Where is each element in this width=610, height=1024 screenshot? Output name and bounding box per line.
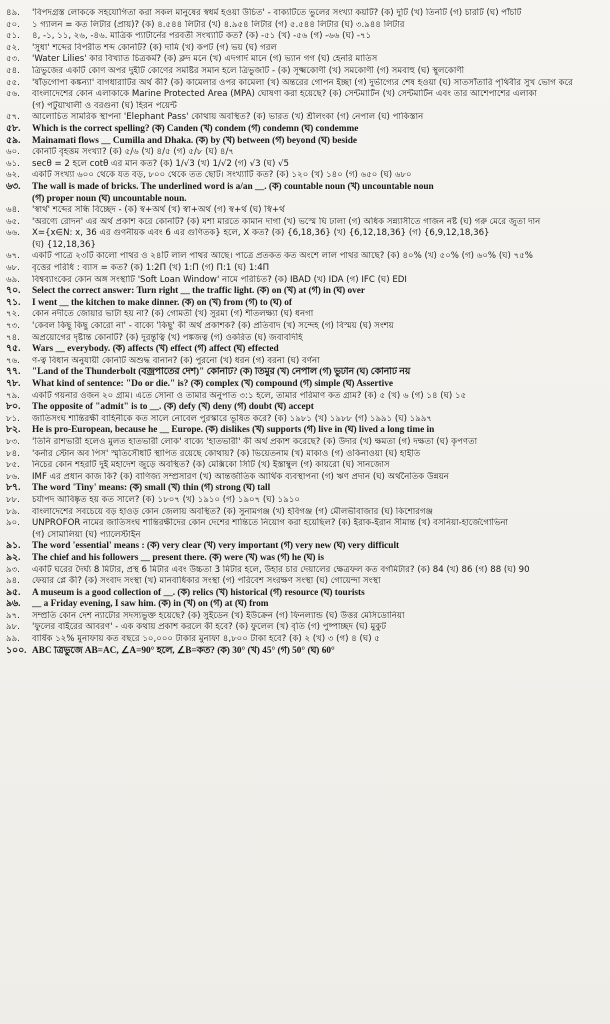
question-number: ৬২.	[6, 170, 20, 181]
question-number: ৮১.	[6, 413, 20, 424]
question-number: ৬৮.	[6, 263, 20, 274]
question-row	[6, 54, 604, 64]
question-text: 'অরণ্যে রোদন' এর অর্থ প্রকাশ করে কোনটি? (ক) মশা মারতে কামান দাগা (খ) ভস্মে ঘি ঢালা (গ) অধিক সন্ন্যাসীতে গাজন নষ্ট (ঘ) গরু মেরে জুতা দান	[32, 216, 541, 227]
question-number: ৬৬.	[6, 228, 20, 239]
question-row	[6, 646, 604, 656]
question-number: ৮০.	[6, 402, 21, 413]
question-number: ৫৪.	[6, 65, 20, 76]
question-text: 'Water Lilies' কার বিখ্যাত চিত্রকর্ম? (ক) ক্লদ মনে (খ) এদগার্দ মানে (গ) ভ্যান গগ (ঘ) হেনরি মাতিস	[32, 54, 378, 65]
question-number: ১০০.	[6, 645, 27, 656]
question-row	[6, 530, 604, 540]
question-text: ABC ত্রিভুজে AB=AC, ∠A=90° হলে, ∠B=কত? (ক) 30° (খ) 45° (গ) 50° (ঘ) 60°	[32, 645, 335, 656]
question-number: ৫০.	[6, 19, 20, 30]
question-number: ৪৯.	[6, 8, 20, 18]
question-row	[6, 263, 604, 273]
question-number: ৮৮.	[6, 494, 20, 505]
question-row	[6, 599, 604, 609]
question-number: ৫৩.	[6, 54, 20, 65]
question-text: কোন নদীতে জোয়ার ভাটা হয় না? (ক) গোমতী (খ) সুরমা (গ) শীতলক্ষ্যা (ঘ) ধনগা	[32, 309, 314, 320]
question-number: ৯৪.	[6, 576, 20, 587]
question-number: ৯৫.	[6, 587, 21, 598]
question-number: ৬০.	[6, 147, 20, 158]
question-number: ৭৪.	[6, 332, 20, 343]
question-text: He is pro-European, because he __ Europe. (ক) dislikes (খ) supports (গ) live in (ঘ) lived a long time in	[32, 425, 435, 436]
question-text: 'বিপদগ্রস্ত লোককে সহযোগিতা করা সকল মানুষের স্বধর্ম হওয়া উচিত' - বাক্যটিতে ভুলের সংখ্যা কয়টি? (ক) দুটি (খ) তিনটি (গ) চারটি (ঘ) পাঁচটি	[32, 8, 522, 18]
question-row	[6, 495, 604, 505]
question-number: ৭৮.	[6, 379, 21, 389]
question-text: Wars __ everybody. (ক) affects (খ) effect (গ) affect (ঘ) effected	[32, 344, 279, 355]
question-number: ৯৮.	[6, 622, 20, 633]
question-number: ৫৭.	[6, 112, 20, 123]
question-row	[6, 66, 604, 76]
question-row	[6, 217, 604, 227]
question-text: (গ) proper noun (ঘ) uncountable noun.	[32, 193, 187, 204]
question-text: নিচের কোন শহরটি দুই মহাদেশ জুড়ে অবস্থিত? (ক) মেক্সিকো সিটি (খ) ইস্তাম্বুল (গ) কায়রো (ঘ) সানজোস	[32, 460, 390, 471]
question-text: একটি ঘরের দৈর্ঘ্য 8 মিটার, প্রস্থ 6 মিটার এবং উচ্চতা 3 মিটার হলে, উহার চার দেয়ালের ক্ষেত্রফল কত বর্গমিটার? (ক) 84 (খ) 86 (গ) 88 (ঘ) 90	[32, 564, 530, 575]
question-text: ণ-ত্ব বিধান অনুযায়ী কোনটি অশুদ্ধ বানান? (ক) পুরনো (খ) ধরন (গ) বরনা (ঘ) বর্ণনা	[32, 355, 320, 366]
question-row	[6, 611, 604, 621]
question-row	[6, 460, 604, 470]
question-number: ৭১.	[6, 297, 21, 308]
question-text: জাতিসংঘ শান্তিরক্ষী বাহিনীকে কত সালে নোবেল পুরস্কারে ভূষিত করে? (ক) ১৯৮১ (খ) ১৯৮৮ (গ) ১৯৯১ (ঘ) ১৯৯৭	[32, 413, 432, 424]
question-row	[6, 565, 604, 575]
question-text: X={x∈N: x, 36 এর গুণনীয়ক এবং 6 এর গুণিতক} হলে, X কত? (ক) {6,18,36} (খ) {6,12,18,36} (গ) {6,9,12,18,36}	[32, 228, 490, 239]
question-text: 'ষাঁড়গোপা কঙ্কন্যা' বাগধারাটির অর্থ কী? (ক) কামেলার ওপর কামেলা (খ) অন্তরের গোপন ইচ্ছা (গ) দুর্ভাগ্যের শেষ হওয়া (ঘ) সাতসাঁতারি পৃথিবীর সুখ ভোগ করে	[32, 77, 573, 88]
question-number: ৬৪.	[6, 205, 20, 216]
question-text: secθ = 2 হলে cotθ এর মান কত? (ক) 1/√3 (খ) 1/√2 (গ) √3 (ঘ) √5	[32, 158, 289, 169]
question-number: ৭২.	[6, 309, 20, 320]
question-text: একটি সংখ্যা ৬০০ থেকে যত বড়, ৮০০ থেকে তত ছোট। সংখ্যাটি কত? (ক) ১২০ (খ) ১৪০ (গ) ৬৫০ (ঘ) ৬৮০	[32, 170, 412, 181]
question-text: IMF এর প্রধান কাজ কি? (ক) বাণিজ্য সম্প্রসারণ (খ) আন্তর্জাতিক আর্থিক ব্যবস্থাপনা (গ) ঋণ প্রদান (ঘ) অর্থনৈতিক উন্নয়ন	[32, 471, 449, 482]
question-text: UNPROFOR নামের জাতিসংঘ শান্তিরক্ষীদের কোন দেশের শান্তিতে নিয়োগ করা হয়েছিল? (ক) ইরাক-ইরান সীমান্ত (খ) বসনিয়া-হার্জেগোভিনা	[32, 518, 508, 529]
question-text: 'কর্নার স্টোন অব পিস' স্মৃতিসৌধটি স্থাপিত রয়েছে কোথায়? (ক) ভিয়েতনাম (খ) মাকাও (গ) ওকিনাওয়া (ঘ) হাইতি	[32, 448, 421, 459]
question-row	[6, 483, 604, 493]
question-number: ৯৯.	[6, 634, 20, 645]
question-row	[6, 240, 604, 250]
question-number: ৮৪.	[6, 448, 20, 459]
question-row	[6, 275, 604, 285]
question-text: 'স্বার্থ' শব্দের সন্ধি বিচ্ছেদ - (ক) স্ব+অর্থ (খ) স্বা+অর্থ (গ) স্ব+র্থ (ঘ) স্বি+র্থ	[32, 205, 285, 216]
question-row	[6, 136, 604, 146]
question-row	[6, 507, 604, 517]
question-text: একটি পাত্রে ২৩টি কালো পাথর ও ২৪টি লাল পাথর আছে। পাত্রে প্রতকত কত অংশে লাল পাথর আছে? (ক) ৪০% (খ) ৫০% (গ) ৬০% (ঘ) ৭৫%	[32, 251, 533, 262]
question-number: ৭৩.	[6, 321, 20, 332]
question-row	[6, 205, 604, 215]
question-text: Select the correct answer: Turn right __ the traffic light. (ক) on (খ) at (গ) in (ঘ) over	[32, 286, 366, 297]
question-row	[6, 414, 604, 424]
question-row	[6, 356, 604, 366]
question-text: What kind of sentence: "Do or die." is? (ক) complex (খ) compound (গ) simple (ঘ) Assertive	[32, 379, 393, 389]
question-number: ৭০.	[6, 286, 21, 297]
question-row	[6, 541, 604, 551]
question-text: The word 'essential' means : (ক) very clear (খ) very important (গ) very new (ঘ) very difficult	[32, 541, 400, 552]
question-row	[6, 286, 604, 296]
question-row	[6, 251, 604, 261]
question-row	[6, 89, 604, 99]
question-number: ৬১.	[6, 158, 20, 169]
question-row	[6, 622, 604, 632]
question-text: (ঘ) {12,18,36}	[32, 239, 96, 250]
question-text: The wall is made of bricks. The underlined word is a/an __. (ক) countable noun (খ) uncountable noun	[32, 181, 434, 192]
question-row	[6, 101, 604, 111]
question-text: একটি গয়নার ওজন ২০ গ্রাম। এতে সোনা ও তামার অনুপাত ৩:১ হলে, তামার পরিমাণ কত গ্রাম? (ক) ৫ (খ) ৬ (গ) ১৪ (ঘ) ১৫	[32, 390, 467, 401]
question-text: বৃত্তের পরিধি : ব্যাস = কত? (ক) 1:2Π (খ) 1:Π (গ) Π:1 (ঘ) 1:4Π	[32, 263, 270, 274]
question-row	[6, 344, 604, 354]
question-number: ৯৬.	[6, 599, 21, 610]
question-row	[6, 298, 604, 308]
question-number: ৭৬.	[6, 355, 20, 366]
question-number: ৯১.	[6, 541, 21, 552]
question-row	[6, 182, 604, 192]
question-row	[6, 20, 604, 30]
question-text: (গ) পটুয়াখালী ও বরগুনা (ঘ) হিরন পয়েন্ট	[32, 100, 177, 111]
question-row	[6, 228, 604, 238]
question-number: ৫৬.	[6, 89, 20, 100]
question-number: ৭৯.	[6, 390, 20, 401]
question-text: বাংলাদেশের সবচেয়ে বড় হাওড় কোন জেলায় অবস্থিত? (ক) সুনামগঞ্জ (খ) হবিগঞ্জ (গ) মৌলভীবাজার (ঘ) কিশোরগঞ্জ	[32, 506, 433, 517]
question-row	[6, 367, 604, 377]
question-row	[6, 333, 604, 343]
question-text: চর্যাপদ আবিষ্কৃত হয় কত সালে? (ক) ১৮০৭ (খ) ১৯১০ (গ) ১৯০৭ (ঘ) ১৯১০	[32, 494, 300, 505]
question-text: Which is the correct spelling? (ক) Canden (খ) condem (গ) condemn (ঘ) condemme	[32, 123, 359, 134]
question-text: "Land of the Thunderbolt (বজ্রপাতের দেশ)" কোনটি? (ক) তিমুর (খ) নেপাল (গ) ভুটান (ঘ) কোনটি নয়	[32, 367, 411, 378]
question-number: ৮৬.	[6, 471, 20, 482]
question-number: ৭৫.	[6, 344, 21, 355]
question-row	[6, 112, 604, 122]
question-row	[6, 379, 604, 389]
question-number: ৫৯.	[6, 135, 21, 146]
question-text: কোনটি বৃহত্তম সংখ্যা? (ক) ৫/৬ (খ) ৪/৫ (গ) ৫/৮ (ঘ) ৪/৭	[32, 147, 234, 158]
question-text: বিশ্বব্যাংকের কোন অঙ্গ সংস্থাটি 'Soft Loan Window' নামে পরিচিত? (ক) IBAD (খ) IDA (গ) IFC (ঘ) EDI	[32, 274, 407, 285]
question-number: ৬৫.	[6, 216, 20, 227]
question-text: 'সুধা' শব্দের বিপরীত শব্দ কোনটি? (ক) দামি (খ) কপট (গ) ভয় (ঘ) গরল	[32, 42, 277, 53]
question-row	[6, 553, 604, 563]
question-row	[6, 78, 604, 88]
question-text: বার্ষিক ১২% মুনাফায় কত বছরে ১০,০০০ টাকার মুনাফা ৪,৮০০ টাকা হবে? (ক) ২ (খ) ৩ (গ) ৪ (ঘ) ৫	[32, 634, 380, 645]
question-number: ৫৫.	[6, 77, 20, 88]
question-number: ৯২.	[6, 552, 21, 563]
question-number: ৫২.	[6, 42, 20, 53]
question-row	[6, 8, 604, 18]
question-row	[6, 576, 604, 586]
question-row	[6, 194, 604, 204]
question-text: 'তিনি রাশভারী হলেও মুলত হাতভারী লোক' বাক্যে 'হাতভারী' কী অর্থ প্রকাশ করেছে? (ক) উদার (খ) ক্ষমতা (গ) দক্ষতা (ঘ) কৃপণতা	[32, 436, 478, 447]
question-row	[6, 437, 604, 447]
question-text: আলোচিত সামরিক স্থাপনা 'Elephant Pass' কোথায় অবস্থিত? (ক) ভারত (খ) শ্রীলংকা (গ) নেপাল (ঘ) পাকিস্তান	[32, 112, 424, 123]
question-text: The word 'Tiny' means: (ক) small (খ) thin (গ) strong (ঘ) tall	[32, 483, 271, 494]
question-number: ৬৩.	[6, 181, 21, 192]
question-row	[6, 147, 604, 157]
question-number: ৯০.	[6, 518, 20, 529]
question-text: The chief and his followers __ present there. (ক) were (খ) was (গ) he (ঘ) is	[32, 552, 324, 563]
question-row	[6, 170, 604, 180]
question-number: ৯৩.	[6, 564, 20, 575]
question-text: I went __ the kitchen to make dinner. (ক) on (খ) from (গ) to (ঘ) of	[32, 297, 292, 308]
question-number: ৫৮.	[6, 123, 21, 134]
question-row	[6, 124, 604, 134]
question-row	[6, 321, 604, 331]
question-text: __ a Friday evening, I saw him. (ক) in (খ) on (গ) at (ঘ) from	[32, 599, 269, 610]
question-text: অপ্রয়োগের দৃষ্টান্ত কোনটি? (ক) দুরন্তুত্বি (খ) পঙ্কজত্ব (গ) ওকরিত (ঘ) জবাবদিহি	[32, 332, 303, 343]
question-text: বাংলাদেশের কোন এলাকাকে Marine Protected Area (MPA) ঘোষণা করা হয়েছে? (ক) সেন্টমার্টিন (খ) সেন্টমার্টিন এবং তার আশেপাশের এলাকা	[32, 89, 537, 100]
question-number: ৯৭.	[6, 610, 20, 621]
question-row	[6, 634, 604, 644]
question-row	[6, 472, 604, 482]
question-number: ৮৫.	[6, 460, 20, 471]
question-number: ৫১.	[6, 31, 20, 42]
question-number: ৮৭.	[6, 483, 21, 494]
question-text: (গ) সোমালিয়া (ঘ) প্যালেস্টাইন	[32, 529, 141, 540]
question-text: Mainamati flows __ Cumilla and Dhaka. (ক) by (খ) between (গ) beyond (ঘ) beside	[32, 135, 358, 146]
question-text: ৪, -১, ১১, ২৬, -৪৬. মাত্রিক প্যাটার্নের পরবর্তী সংখ্যাটি কত? (ক) -৫১ (খ) -৫৬ (গ) -৬৬ (ঘ) -৭১	[32, 31, 372, 42]
question-row	[6, 588, 604, 598]
question-row	[6, 309, 604, 319]
question-number: ৮৯.	[6, 506, 20, 517]
question-row	[6, 31, 604, 41]
question-text: 'ফুলের বাইরের আবরণ' - এক কথায় প্রকাশ করলে কী হবে? (ক) ফুলেল (খ) বৃতি (গ) পুষ্পাচ্ছদ (ঘ) মুকুট	[32, 622, 387, 633]
question-number: ৮২.	[6, 425, 21, 436]
question-text: ত্রিভুজের একটি কোণ অপর দুইটি কোণের সমষ্টির সমান হলে ত্রিভুজটি - (ক) সূক্ষ্মকোণী (খ) সমকোণী (গ) সমবাহু (ঘ) স্থূলকোণী	[32, 65, 465, 76]
question-text: সম্প্রতি কোন দেশ ন্যাটোর সদস্যভুক্ত হয়েছে? (ক) সুইডেন (খ) ইউক্রেন (গ) ফিনল্যান্ড (ঘ) উত্তর মেসিডোনিয়া	[32, 610, 405, 621]
question-row	[6, 159, 604, 169]
question-number: ৮৩.	[6, 436, 20, 447]
question-text: 'কেবল কিছু কিছু কোরো না' - বাক্যে 'কিছু' কী অর্থ প্রকাশক? (ক) প্রতিবাদ (খ) সন্দেহ (গ) বিস্ময় (ঘ) সংশয়	[32, 321, 394, 332]
question-row	[6, 43, 604, 53]
question-text: ১ গ্যালন = কত লিটার (প্রায়)? (ক) ৪.৫৪৪ লিটার (খ) ৪.৯৫৪ লিটার (গ) ৫.৫৪৪ লিটার (ঘ) ৩.৯৪৪ লিটার	[32, 19, 405, 30]
question-text: A museum is a good collection of __. (ক) relics (খ) historical (গ) resource (ঘ) tourists	[32, 587, 365, 598]
question-row	[6, 449, 604, 459]
question-row	[6, 425, 604, 435]
question-number: ৬৭.	[6, 251, 20, 262]
question-text: The opposite of "admit" is to __. (ক) defy (খ) deny (গ) doubt (ঘ) accept	[32, 402, 314, 413]
question-row	[6, 402, 604, 412]
question-number: ৬৯.	[6, 274, 20, 285]
question-text: ফেয়ার প্লে কী? (ক) সংবাদ সংস্থা (খ) মানবাধিকার সংস্থা (গ) পরিবেশ সংরক্ষণ সংস্থা (ঘ) গোয়েন্দা সংস্থা	[32, 576, 381, 587]
question-number: ৭৭.	[6, 367, 21, 378]
question-row	[6, 391, 604, 401]
question-row	[6, 518, 604, 528]
